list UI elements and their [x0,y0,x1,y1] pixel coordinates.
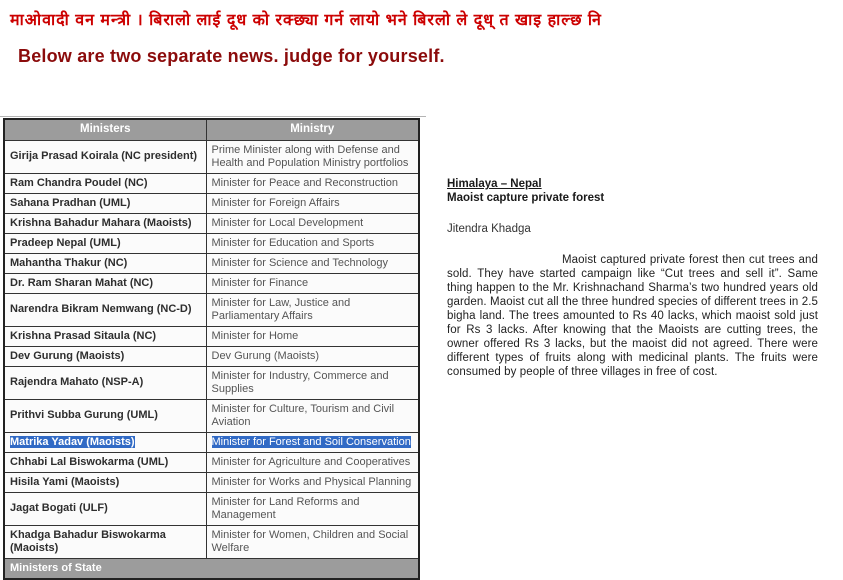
minister-cell [4,233,206,253]
ministry-cell [206,233,419,253]
minister-name: Dr. Ram Sharan Mahat (NC) [10,276,154,289]
minister-name: Ram Chandra Poudel (NC) [10,176,148,189]
minister-cell [4,140,206,173]
table-row [4,293,419,326]
ministry-cell [206,432,419,452]
ministry-title: Minister for Agriculture and Cooperatives [211,455,411,468]
ministry-title: Minister for Local Development [211,216,364,229]
minister-cell [4,253,206,273]
minister-cell [4,346,206,366]
minister-name: Pradeep Nepal (UML) [10,236,121,249]
table-row [4,366,419,399]
minister-cell [4,193,206,213]
minister-cell [4,273,206,293]
ministry-title: Minister for Peace and Reconstruction [211,176,398,189]
table-row [4,173,419,193]
ministry-title: Dev Gurung (Maoists) [211,349,320,362]
minister-name: Dev Gurung (Maoists) [10,349,125,362]
minister-name: Girija Prasad Koirala (NC president) [10,150,198,162]
table-header-row [4,119,419,140]
ministry-cell [206,326,419,346]
ministry-title: Minister for Law, Justice and Parliamentary Affairs [211,296,351,322]
ministry-title: Minister for Education and Sports [211,236,375,249]
ministry-title: Minister for Industry, Commerce and Supplies [211,369,389,395]
column-header-ministers: Ministers [4,119,206,140]
minister-cell [4,213,206,233]
article-body: Maoist captured private forest then cut trees and sold. They have started campaign like “Cut trees and sell it”. Same thing happen to the Mr. Krishnachand Sharma’s two hundred years old garden. Maoist cut all the three hundred species of different trees in 2.5 bigha land. The trees amounted to Rs 40 lacks, which maoist sold just for Rs 3 lacks. After knowing that the Maoists are cutting trees, the owner offered Rs 3 lacks, but the maoist did not agreed. There were different types of fruits along with medicinal plants. The fruits were consumed by people of three villages in free of cost. [447,254,818,378]
minister-cell [4,326,206,346]
minister-name: Rajendra Mahato (NSP-A) [10,376,144,388]
ministry-cell [206,492,419,525]
ministry-cell [206,173,419,193]
news-article [447,177,818,379]
table-row [4,326,419,346]
ministry-title: Prime Minister along with Defense and Health and Population Ministry portfolios [211,143,409,169]
ministry-cell [206,525,419,558]
ministry-cell [206,253,419,273]
table-row [4,399,419,432]
ministry-cell [206,213,419,233]
table-row [4,452,419,472]
table-row [4,213,419,233]
minister-name: Prithvi Subba Gurung (UML) [10,409,158,421]
table-row [4,273,419,293]
table-row [4,140,419,173]
minister-cell [4,492,206,525]
ministers-table-container [3,118,420,580]
table-row [4,525,419,558]
ministry-cell [206,273,419,293]
section-header-cell: Ministers of State [4,558,419,579]
ministry-title: Minister for Culture, Tourism and Civil Aviation [211,402,395,428]
ministers-table-body [4,140,419,579]
table-section-row [4,558,419,579]
minister-name: Hisila Yami (Maoists) [10,475,120,488]
ministry-title: Minister for Finance [211,276,309,289]
minister-name: Narendra Bikram Nemwang (NC-D) [10,303,192,315]
ministry-title: Minister for Science and Technology [211,256,389,269]
minister-cell [4,432,206,452]
ministry-cell [206,140,419,173]
nepali-headline: माओवादी वन मन्त्री । बिरालो लाई दूध को रक्छ्या गर्न लायो भने बिरलो ले दूध् त खाइ हाल्छ नि [10,12,602,29]
minister-cell [4,472,206,492]
ministry-cell [206,366,419,399]
article-author: Jitendra Khadga [447,223,531,235]
ministry-cell [206,472,419,492]
table-row [4,253,419,273]
ministry-title: Minister for Home [211,329,299,342]
minister-name: Sahana Pradhan (UML) [10,196,131,209]
table-row [4,492,419,525]
ministry-cell [206,452,419,472]
article-title: Himalaya – Nepal [447,178,542,190]
minister-name: Krishna Bahadur Mahara (Maoists) [10,216,192,229]
minister-name: Chhabi Lal Biswokarma (UML) [10,455,169,468]
ministry-cell [206,193,419,213]
ministry-title: Minister for Land Reforms and Management [211,495,360,521]
ministers-table [3,118,420,580]
page-title: Below are two separate news. judge for yourself. [18,46,445,66]
ministry-title: Minister for Works and Physical Planning [211,475,412,488]
minister-name: Mahantha Thakur (NC) [10,256,128,269]
ministry-title: Minister for Women, Children and Social Welfare [211,528,409,554]
minister-name: Matrika Yadav (Maoists) [10,435,135,448]
minister-name: Khadga Bahadur Biswokarma (Maoists) [10,528,166,554]
minister-name: Jagat Bogati (ULF) [10,502,108,514]
table-row [4,472,419,492]
minister-cell [4,525,206,558]
ministry-title: Minister for Forest and Soil Conservation [211,435,411,448]
article-subtitle: Maoist capture private forest [447,192,605,204]
horizontal-divider [0,116,426,117]
column-header-ministry: Ministry [206,119,419,140]
ministry-cell [206,346,419,366]
minister-name: Krishna Prasad Sitaula (NC) [10,329,157,342]
table-row [4,432,419,452]
minister-cell [4,293,206,326]
minister-cell [4,399,206,432]
ministry-cell [206,293,419,326]
minister-cell [4,173,206,193]
table-row [4,193,419,213]
ministry-title: Minister for Foreign Affairs [211,196,340,209]
minister-cell [4,366,206,399]
table-row [4,346,419,366]
table-row [4,233,419,253]
minister-cell [4,452,206,472]
ministry-cell [206,399,419,432]
